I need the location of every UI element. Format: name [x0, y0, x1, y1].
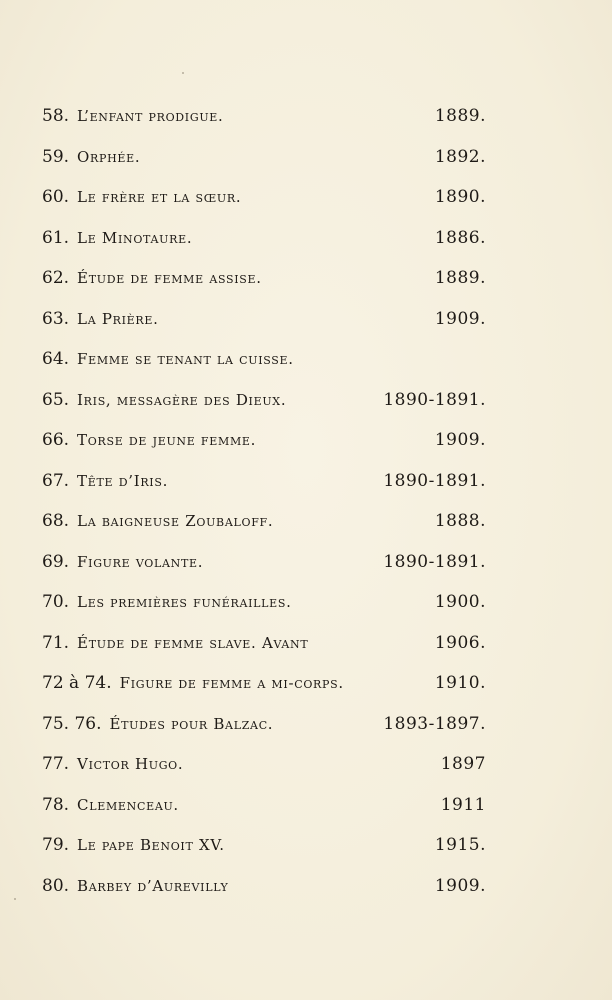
- entry-title: Étude de femme slave. Avant: [77, 633, 309, 652]
- entry-title: Le Minotaure.: [77, 228, 193, 247]
- entry-year: 1889.: [434, 268, 486, 288]
- catalog-entry: [42, 471, 486, 512]
- catalog-entry: [42, 633, 486, 674]
- entry-title: La baigneuse Zoubaloff.: [77, 512, 274, 530]
- entry-number: 70.: [42, 592, 70, 612]
- entry-year: 1890-1891.: [383, 551, 486, 572]
- catalog-entry: [42, 430, 486, 471]
- entry-number: 67.: [42, 470, 70, 491]
- entry-year: 1910.: [434, 673, 486, 693]
- catalog-entry: [42, 754, 486, 795]
- catalog-entry: [42, 714, 486, 755]
- entry-title: Clemenceau.: [77, 795, 179, 814]
- catalog-entry: [42, 390, 486, 431]
- entry-year: 1911: [440, 794, 486, 815]
- catalog-entry: [42, 147, 486, 188]
- entry-year: 1888.: [434, 511, 486, 531]
- entry-year: 1886.: [434, 227, 486, 248]
- entry-number: 71.: [42, 632, 70, 653]
- entry-year: 1890-1891.: [383, 470, 486, 491]
- entry-title: L’enfant prodigue.: [77, 107, 224, 125]
- entry-title: Orphée.: [77, 147, 141, 166]
- entry-year: 1893-1897.: [383, 713, 486, 734]
- entry-number: 68.: [42, 511, 70, 531]
- entry-year: 1890.: [434, 187, 486, 207]
- catalog-entry: [42, 592, 486, 633]
- entry-title: Les premières funérailles.: [77, 593, 292, 611]
- entry-number: 80.: [42, 875, 70, 896]
- catalog-entry: [42, 349, 486, 390]
- entry-number: 59.: [42, 146, 70, 167]
- catalog-entry: [42, 673, 486, 714]
- paper-speck: [14, 898, 16, 900]
- entry-title: Tête d’Iris.: [77, 471, 169, 490]
- entry-number: 62.: [42, 268, 70, 288]
- entry-number: 65.: [42, 389, 70, 410]
- catalog-entry: [42, 268, 486, 309]
- catalog-entry: [42, 187, 486, 228]
- entry-year: 1900.: [434, 592, 486, 612]
- entry-title: Figure volante.: [77, 552, 204, 571]
- entry-title: La Prière.: [77, 309, 159, 328]
- entry-title: Iris, messagère des Dieux.: [77, 390, 287, 409]
- catalog-entry: [42, 106, 486, 147]
- catalog-entry: [42, 552, 486, 593]
- catalog-entry: [42, 835, 486, 876]
- paper-speck: [182, 72, 184, 74]
- entry-number: 69.: [42, 551, 70, 572]
- entry-year: 1890-1891.: [383, 389, 486, 410]
- entry-year: 1906.: [434, 632, 486, 653]
- catalog-entry: [42, 309, 486, 350]
- catalog-entry: [42, 876, 486, 917]
- entry-year: 1909.: [434, 308, 486, 329]
- entry-number: 75. 76.: [42, 713, 102, 734]
- entry-number: 72 à 74.: [42, 673, 112, 693]
- catalog-list: [42, 106, 486, 916]
- entry-number: 60.: [42, 187, 70, 207]
- entry-title: Étude de femme assise.: [77, 269, 262, 287]
- entry-title: Femme se tenant la cuisse.: [77, 350, 294, 368]
- entry-title: Le pape Benoit XV.: [77, 836, 225, 854]
- entry-number: 66.: [42, 430, 70, 450]
- entry-number: 61.: [42, 227, 70, 248]
- entry-number: 79.: [42, 835, 70, 855]
- entry-title: Le frère et la sœur.: [77, 188, 242, 206]
- entry-title: Torse de jeune femme.: [77, 431, 257, 449]
- entry-year: 1889.: [434, 106, 486, 126]
- entry-title: Études pour Balzac.: [109, 714, 274, 733]
- entry-year: 1892.: [434, 146, 486, 167]
- entry-title: Victor Hugo.: [77, 755, 184, 773]
- entry-title: Figure de femme a mi-corps.: [119, 674, 344, 692]
- entry-number: 64.: [42, 349, 70, 369]
- entry-number: 63.: [42, 308, 70, 329]
- catalog-entry: [42, 511, 486, 552]
- entry-title: Barbey d’Aurevilly: [77, 876, 229, 895]
- entry-number: 77.: [42, 754, 70, 774]
- entry-year: 1897: [440, 754, 486, 774]
- catalog-entry: [42, 228, 486, 269]
- catalog-entry: [42, 795, 486, 836]
- entry-number: 58.: [42, 106, 70, 126]
- entry-year: 1915.: [434, 835, 486, 855]
- entry-number: 78.: [42, 794, 70, 815]
- entry-year: 1909.: [434, 875, 486, 896]
- entry-year: 1909.: [434, 430, 486, 450]
